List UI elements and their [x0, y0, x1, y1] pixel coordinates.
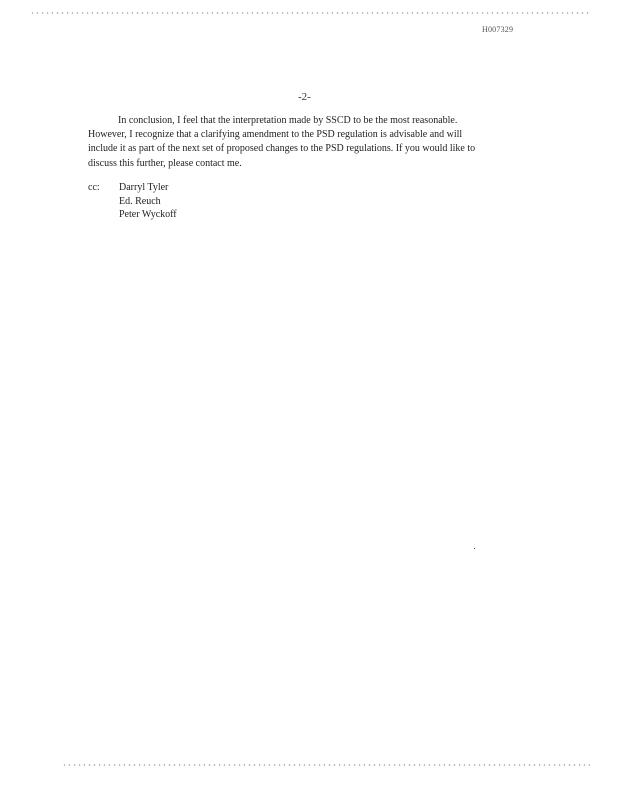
bates-number: H007329 — [482, 25, 514, 34]
cc-recipient: Ed. Reuch — [119, 195, 161, 207]
body-line: include it as part of the next set of proposed changes to the PSD regulations. If you would like to — [88, 143, 476, 155]
body-paragraph — [88, 114, 528, 171]
scan-edge-top — [30, 12, 590, 14]
cc-recipient: Peter Wyckoff — [119, 209, 177, 220]
scan-speck — [474, 548, 475, 549]
body-line: discuss this further, please contact me. — [88, 157, 242, 169]
scan-edge-bottom — [62, 764, 590, 766]
page-number: -2- — [298, 91, 311, 103]
body-line: However, I recognize that a clarifying amendment to the PSD regulation is advisable and will — [88, 129, 463, 141]
cc-label: cc: — [88, 182, 100, 193]
cc-list — [119, 181, 177, 222]
cc-recipient: Darryl Tyler — [119, 182, 169, 193]
body-line: In conclusion, I feel that the interpretation made by SSCD to be the most reasonable. — [118, 115, 458, 126]
